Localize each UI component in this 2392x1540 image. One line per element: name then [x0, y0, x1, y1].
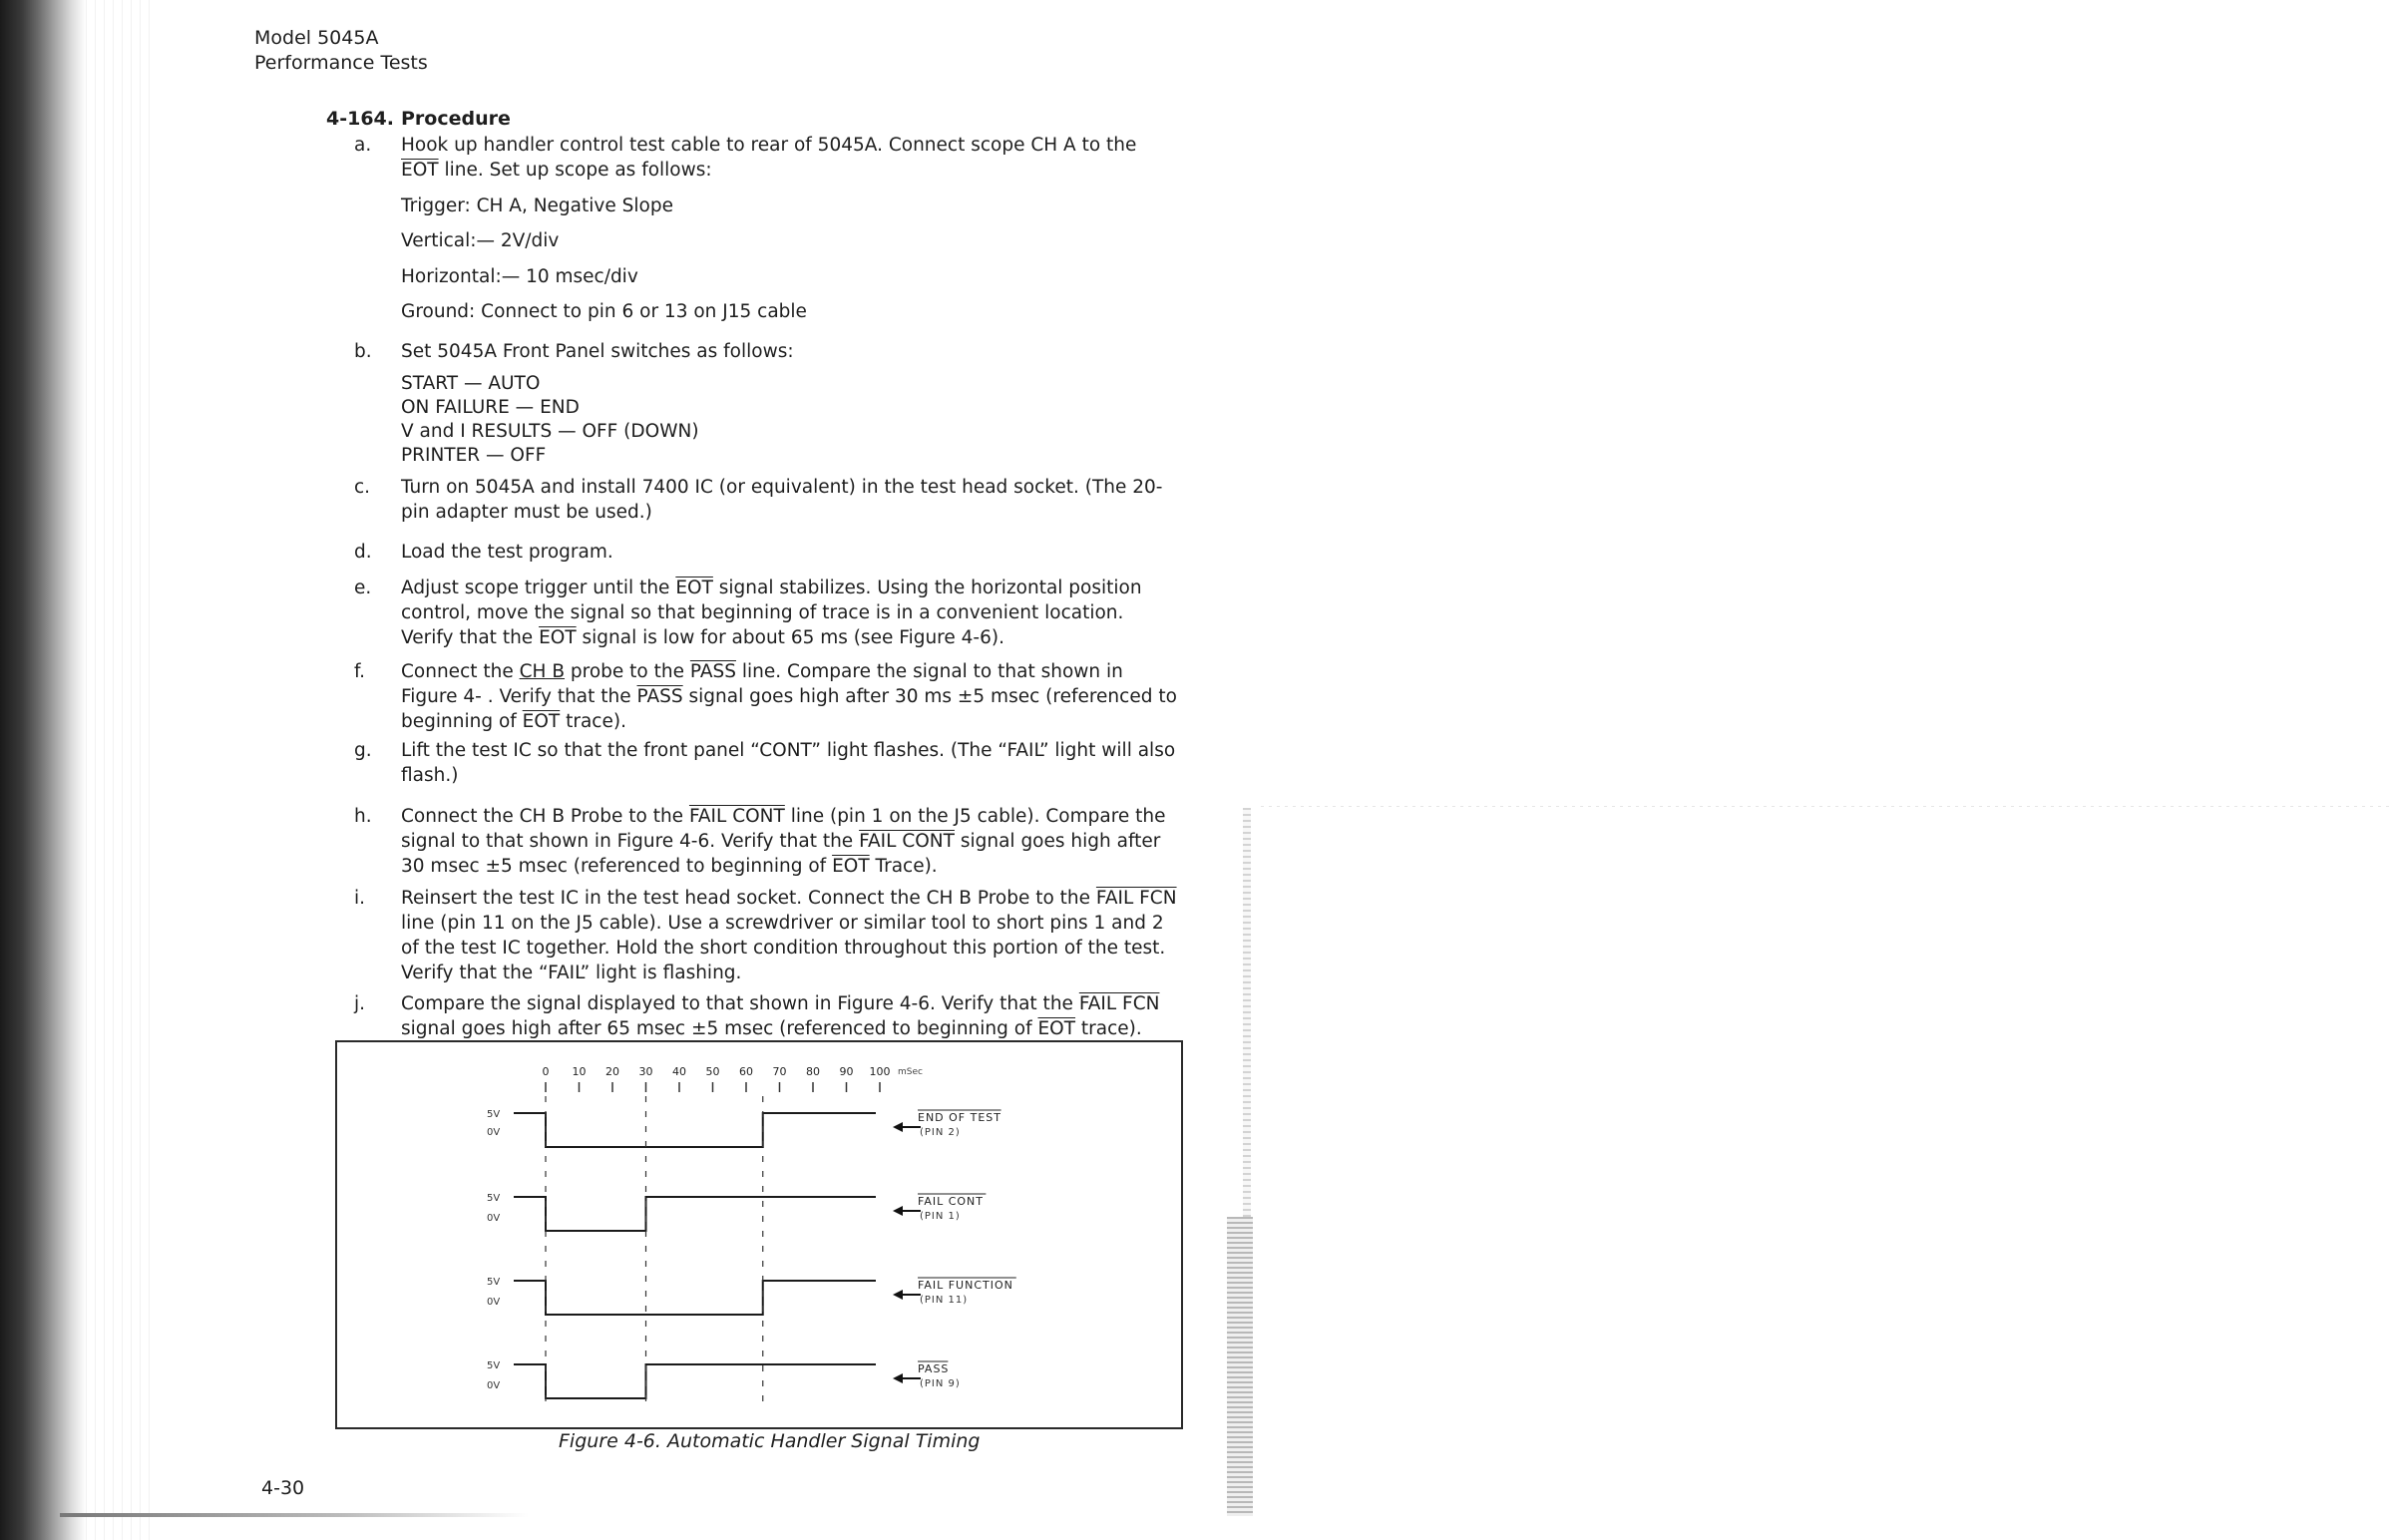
step-j [354, 991, 1179, 1041]
timing-diagram [335, 1040, 1183, 1429]
level-high-label: 5V [487, 1109, 501, 1120]
signal-pin-label: (PIN 1) [920, 1211, 961, 1222]
step-text [401, 886, 1179, 985]
signal-pin-label: (PIN 2) [920, 1127, 961, 1138]
level-high-label: 5V [487, 1360, 501, 1371]
step-text [401, 804, 1179, 879]
time-tick-label: 100 [869, 1065, 891, 1078]
signal-name-label: FAIL CONT [918, 1195, 984, 1208]
step-d [354, 540, 1179, 565]
time-tick-label: 80 [806, 1065, 820, 1078]
signal-name-label: END OF TEST [918, 1111, 1001, 1124]
eot-signal-label: $\overline{EOT}$ [539, 627, 577, 648]
figure-caption: Figure 4-6. Automatic Handler Signal Timing [559, 1430, 981, 1452]
time-tick-label: 90 [839, 1065, 854, 1078]
scope-trigger-setting: Trigger: CH A, Negative Slope [401, 195, 673, 216]
step-f-text-5: trace). [560, 711, 626, 732]
time-tick-label: 70 [772, 1065, 787, 1078]
signal-arrow-head [893, 1122, 903, 1132]
step-letter: a. [354, 135, 372, 156]
step-text: Set 5045A Front Panel switches as follows: [401, 341, 794, 362]
step-h-text-2: line (pin 1 on the J5 cable). Compare the signal to that shown in Figure 4-6. Verify that the [401, 806, 1166, 852]
step-e-text-3: signal is low for about 65 ms (see Figure 4-6). [576, 627, 1004, 648]
step-h [354, 804, 1179, 879]
level-low-label: 0V [487, 1213, 501, 1224]
step-text: Load the test program. [401, 542, 613, 563]
signal-name-label: FAIL FUNCTION [918, 1279, 1013, 1292]
time-tick-label: 40 [672, 1065, 686, 1078]
step-i-text-1: Reinsert the test IC in the test head socket. Connect the CH B Probe to the [401, 888, 1096, 909]
step-text: Turn on 5045A and install 7400 IC (or equivalent) in the test head socket. (The 20-pin adapter must be used.) [401, 477, 1163, 523]
step-a [354, 133, 1179, 324]
step-i [354, 886, 1179, 985]
step-text [401, 659, 1179, 734]
scan-faint-line [1261, 806, 2392, 807]
level-low-label: 0V [487, 1380, 501, 1391]
fail-cont-signal-label: FAIL CONT [859, 831, 955, 852]
step-a-text-2: line. Set up scope as follows: [438, 160, 712, 181]
eot-signal-label: $\overline{EOT}$ [401, 160, 439, 181]
time-tick-label: 20 [605, 1065, 619, 1078]
step-c [354, 475, 1179, 525]
pass-signal-label: PASS [636, 686, 683, 707]
scope-vertical-setting: Vertical:— 2V/div [401, 230, 560, 251]
step-f-text-4: signal goes high after 30 ms ±5 msec (referenced to beginning of [401, 686, 1177, 732]
signal-pin-label: (PIN 9) [920, 1378, 961, 1389]
step-e-text-2: signal stabilizes. Using the horizontal position control, move the signal so that beginning of trace is in a convenient location. Verify that the [401, 578, 1142, 648]
page-right-edge [1227, 1217, 1253, 1516]
step-a-text-1: Hook up handler control test cable to rear of 5045A. Connect scope CH A to the [401, 135, 1137, 156]
time-tick-label: 0 [542, 1065, 550, 1078]
step-letter: c. [354, 477, 371, 498]
step-text [401, 576, 1179, 650]
step-b [354, 339, 1179, 468]
time-tick-label: 60 [739, 1065, 753, 1078]
fail-fcn-signal-label: FAIL FCN [1095, 888, 1177, 909]
level-high-label: 5V [487, 1277, 501, 1288]
level-high-label: 5V [487, 1193, 501, 1204]
step-h-text-3: signal goes high after 30 msec ±5 msec (referenced to beginning of [401, 831, 1161, 877]
signal-waveform [514, 1197, 876, 1231]
fail-cont-signal-label: FAIL CONT [688, 806, 785, 827]
time-tick-label: 30 [638, 1065, 653, 1078]
step-f-text-3: line. Compare the signal to that shown in Figure 4- . Verify that the [401, 661, 1123, 707]
step-g [354, 738, 1179, 788]
signal-arrow-head [893, 1373, 903, 1383]
level-low-label: 0V [487, 1297, 501, 1308]
page-bottom-edge [60, 1513, 529, 1517]
step-text: Lift the test IC so that the front panel “CONT” light flashes. (The “FAIL” light will also flash.) [401, 740, 1176, 786]
switch-start: START — AUTO [401, 373, 541, 394]
signal-arrow-head [893, 1290, 903, 1300]
running-header [254, 26, 428, 76]
step-f [354, 659, 1179, 734]
signal-pin-label: (PIN 11) [920, 1295, 969, 1306]
eot-signal-label: $\overline{EOT}$ [1037, 1018, 1076, 1039]
step-letter: d. [354, 542, 372, 563]
section-title: Procedure [401, 108, 511, 130]
chb-label: CH B [519, 661, 566, 682]
step-e-text-1: Adjust scope trigger until the [401, 578, 676, 598]
step-h-text-4: Trace). [869, 856, 938, 877]
book-binding-shadow [0, 0, 86, 1540]
section-heading [326, 108, 511, 130]
signal-waveform [514, 1113, 876, 1147]
eot-signal-label: $\overline{EOT}$ [832, 856, 870, 877]
eot-signal-label: $\overline{EOT}$ [522, 711, 561, 732]
step-letter: h. [354, 806, 372, 827]
step-text [401, 133, 1179, 183]
time-tick-label: 10 [572, 1065, 587, 1078]
page-number: 4-30 [261, 1477, 305, 1499]
scope-ground-setting: Ground: Connect to pin 6 or 13 on J15 cable [401, 301, 807, 322]
switch-on-failure: ON FAILURE — END [401, 397, 580, 418]
signal-waveform [514, 1364, 876, 1398]
signal-waveform [514, 1281, 876, 1315]
eot-signal-label: $\overline{EOT}$ [675, 578, 713, 598]
step-j-text-3: trace). [1075, 1018, 1142, 1039]
step-f-text-1: Connect the [401, 661, 520, 682]
time-unit-label: mSec [898, 1067, 923, 1077]
step-letter: g. [354, 740, 372, 761]
header-model: Model 5045A [254, 27, 379, 49]
time-tick-label: 50 [705, 1065, 720, 1078]
step-i-text-2: line (pin 11 on the J5 cable). Use a screwdriver or similar tool to short pins 1 and 2 of the test IC together. Hold the short condition throughout this portion of the test. Verify that the “FAIL” light is flashing. [401, 913, 1166, 983]
step-j-text-2: signal goes high after 65 msec ±5 msec (referenced to beginning of [401, 1018, 1038, 1039]
signal-name-label: PASS [918, 1362, 950, 1375]
step-j-text-1: Compare the signal displayed to that shown in Figure 4-6. Verify that the [401, 993, 1079, 1014]
fail-fcn-signal-label: FAIL FCN [1078, 993, 1160, 1014]
step-e [354, 576, 1179, 650]
section-number: 4-164. [326, 108, 394, 130]
pass-signal-label: PASS [689, 661, 736, 682]
switch-v-i-results: V and I RESULTS — OFF (DOWN) [401, 421, 699, 442]
level-low-label: 0V [487, 1127, 501, 1138]
step-h-text-1: Connect the CH B Probe to the [401, 806, 689, 827]
scope-horizontal-setting: Horizontal:— 10 msec/div [401, 266, 638, 287]
page-right-edge-upper [1243, 808, 1251, 1217]
step-text [401, 991, 1179, 1041]
step-letter: i. [354, 888, 366, 909]
step-f-text-2: probe to the [565, 661, 690, 682]
step-letter: f. [354, 661, 366, 682]
step-letter: e. [354, 578, 372, 598]
header-section: Performance Tests [254, 52, 428, 74]
signal-arrow-head [893, 1206, 903, 1216]
step-letter: j. [354, 993, 366, 1014]
switch-printer: PRINTER — OFF [401, 445, 547, 466]
step-letter: b. [354, 341, 372, 362]
binding-texture [86, 0, 156, 1540]
